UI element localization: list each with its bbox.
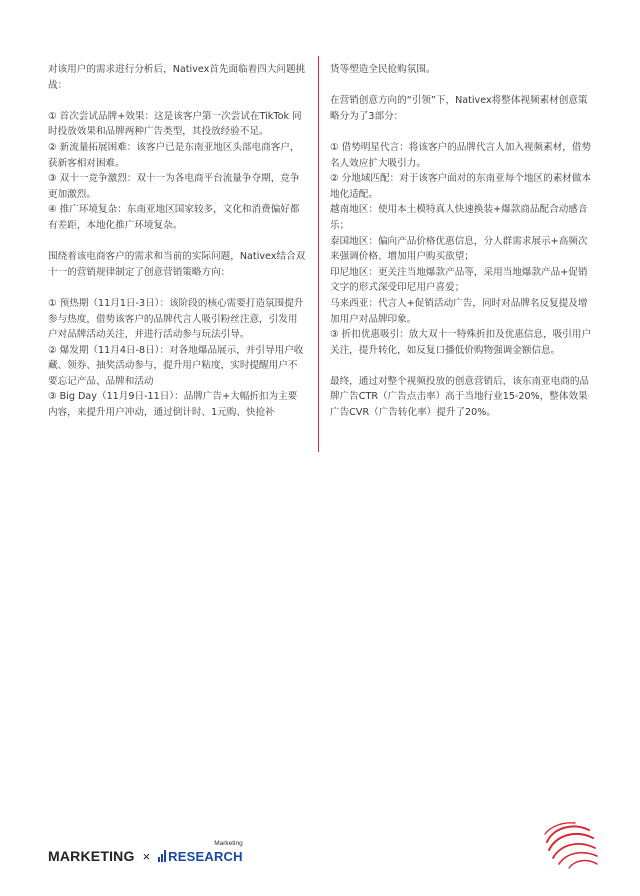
conclusion-paragraph: 最终，通过对整个视频投放的创意营销后，该东南亚电商的品牌广告CTR（广告点击率）高于当地行业15-20%，整体效果广告CVR（广告转化率）提升了20%。 <box>330 375 590 419</box>
footer-logos <box>48 839 243 866</box>
research-logo-small-text: Marketing <box>214 839 243 847</box>
marketing-logo: MARKETING <box>48 848 135 864</box>
creative-part-item: ① 借势明星代言：将该客户的品牌代言人加入视频素材，借势名人效应扩大吸引力。 <box>330 141 592 169</box>
phase-item: ③ Big Day（11月9日-11日）：品牌广告+大幅折扣为主要内容，来提升用户冲动，通过倒计时、1元购、快抢补 <box>48 391 298 419</box>
creative-part-item: ② 分地域匹配：对于该客户面对的东南亚每个地区的素材做本地化适配。 <box>330 173 592 200</box>
brand-swirl-icon <box>543 820 599 870</box>
phase-item: ② 爆发期（11月4日-8日）：对各地爆品展示，并引导用户收藏、领券、抽奖活动参与，提升用户粘度，实时提醒用户不要忘记产品、品牌和活动 <box>48 344 304 387</box>
column-divider <box>318 56 319 452</box>
phase-item: ① 预热期（11月1日-3日）：该阶段的核心需要打造氛围提升参与热度，借势该客户的品牌代言人吸引粉丝注意，引发用户对品牌活动关注，并进行活动参与玩法引导。 <box>48 297 304 341</box>
logo-separator: × <box>142 848 151 864</box>
strategy-intro-paragraph: 围绕着该电商客户的需求和当前的实际问题，Nativex结合双十一的营销规律制定了创意营销策略方向： <box>48 251 306 278</box>
intro-paragraph: 对该用户的需求进行分析后，Nativex首先面临着四大问题挑战： <box>48 64 306 91</box>
continuation-paragraph: 货等塑造全民抢购氛围。 <box>330 64 436 75</box>
region-item: 印尼地区：更关注当地爆款产品等，采用当地爆款产品+促销文字的形式深受印尼用户喜爱； <box>330 266 588 294</box>
challenge-item: ④ 推广环境复杂：东南亚地区国家较多，文化和消费偏好都有差距，本地化推广环境复杂。 <box>48 204 300 231</box>
challenge-item: ① 首次尝试品牌+效果：这是该客户第一次尝试在TikTok 同时投放效果和品牌两种广告类型，其投放经验不足。 <box>48 110 302 138</box>
challenge-item: ② 新流量拓展困难：该客户已是东南亚地区头部电商客户，获新客相对困难。 <box>48 141 300 169</box>
challenge-item: ③ 双十一竞争激烈：双十一为各电商平台流量争夺期，竞争更加激烈。 <box>48 173 300 200</box>
left-column <box>48 62 306 421</box>
creative-part-item: ③ 折扣优惠吸引：放大双十一特殊折扣及优惠信息，吸引用户关注，提升转化，如反复口播低价购物强调金额信息。 <box>330 329 592 356</box>
research-logo-text: RESEARCH <box>168 848 243 864</box>
region-item: 马来西亚：代言人+促销活动广告，同时对品牌名反复提及增加用户对品牌印象。 <box>330 297 588 325</box>
region-item: 泰国地区：偏向产品价格优惠信息，分人群需求展示+高频次来强调价格、增加用户购买欲望； <box>330 235 588 263</box>
creative-intro-paragraph: 在营销创意方向的“引领”下，Nativex将整体视频素材创意策略分为了3部分： <box>330 95 588 122</box>
research-logo <box>158 839 243 864</box>
right-column <box>330 62 596 436</box>
research-bars-icon <box>158 850 166 862</box>
region-item: 越南地区：使用本土模特真人快速换装+爆款商品配合动感音乐； <box>330 204 588 231</box>
